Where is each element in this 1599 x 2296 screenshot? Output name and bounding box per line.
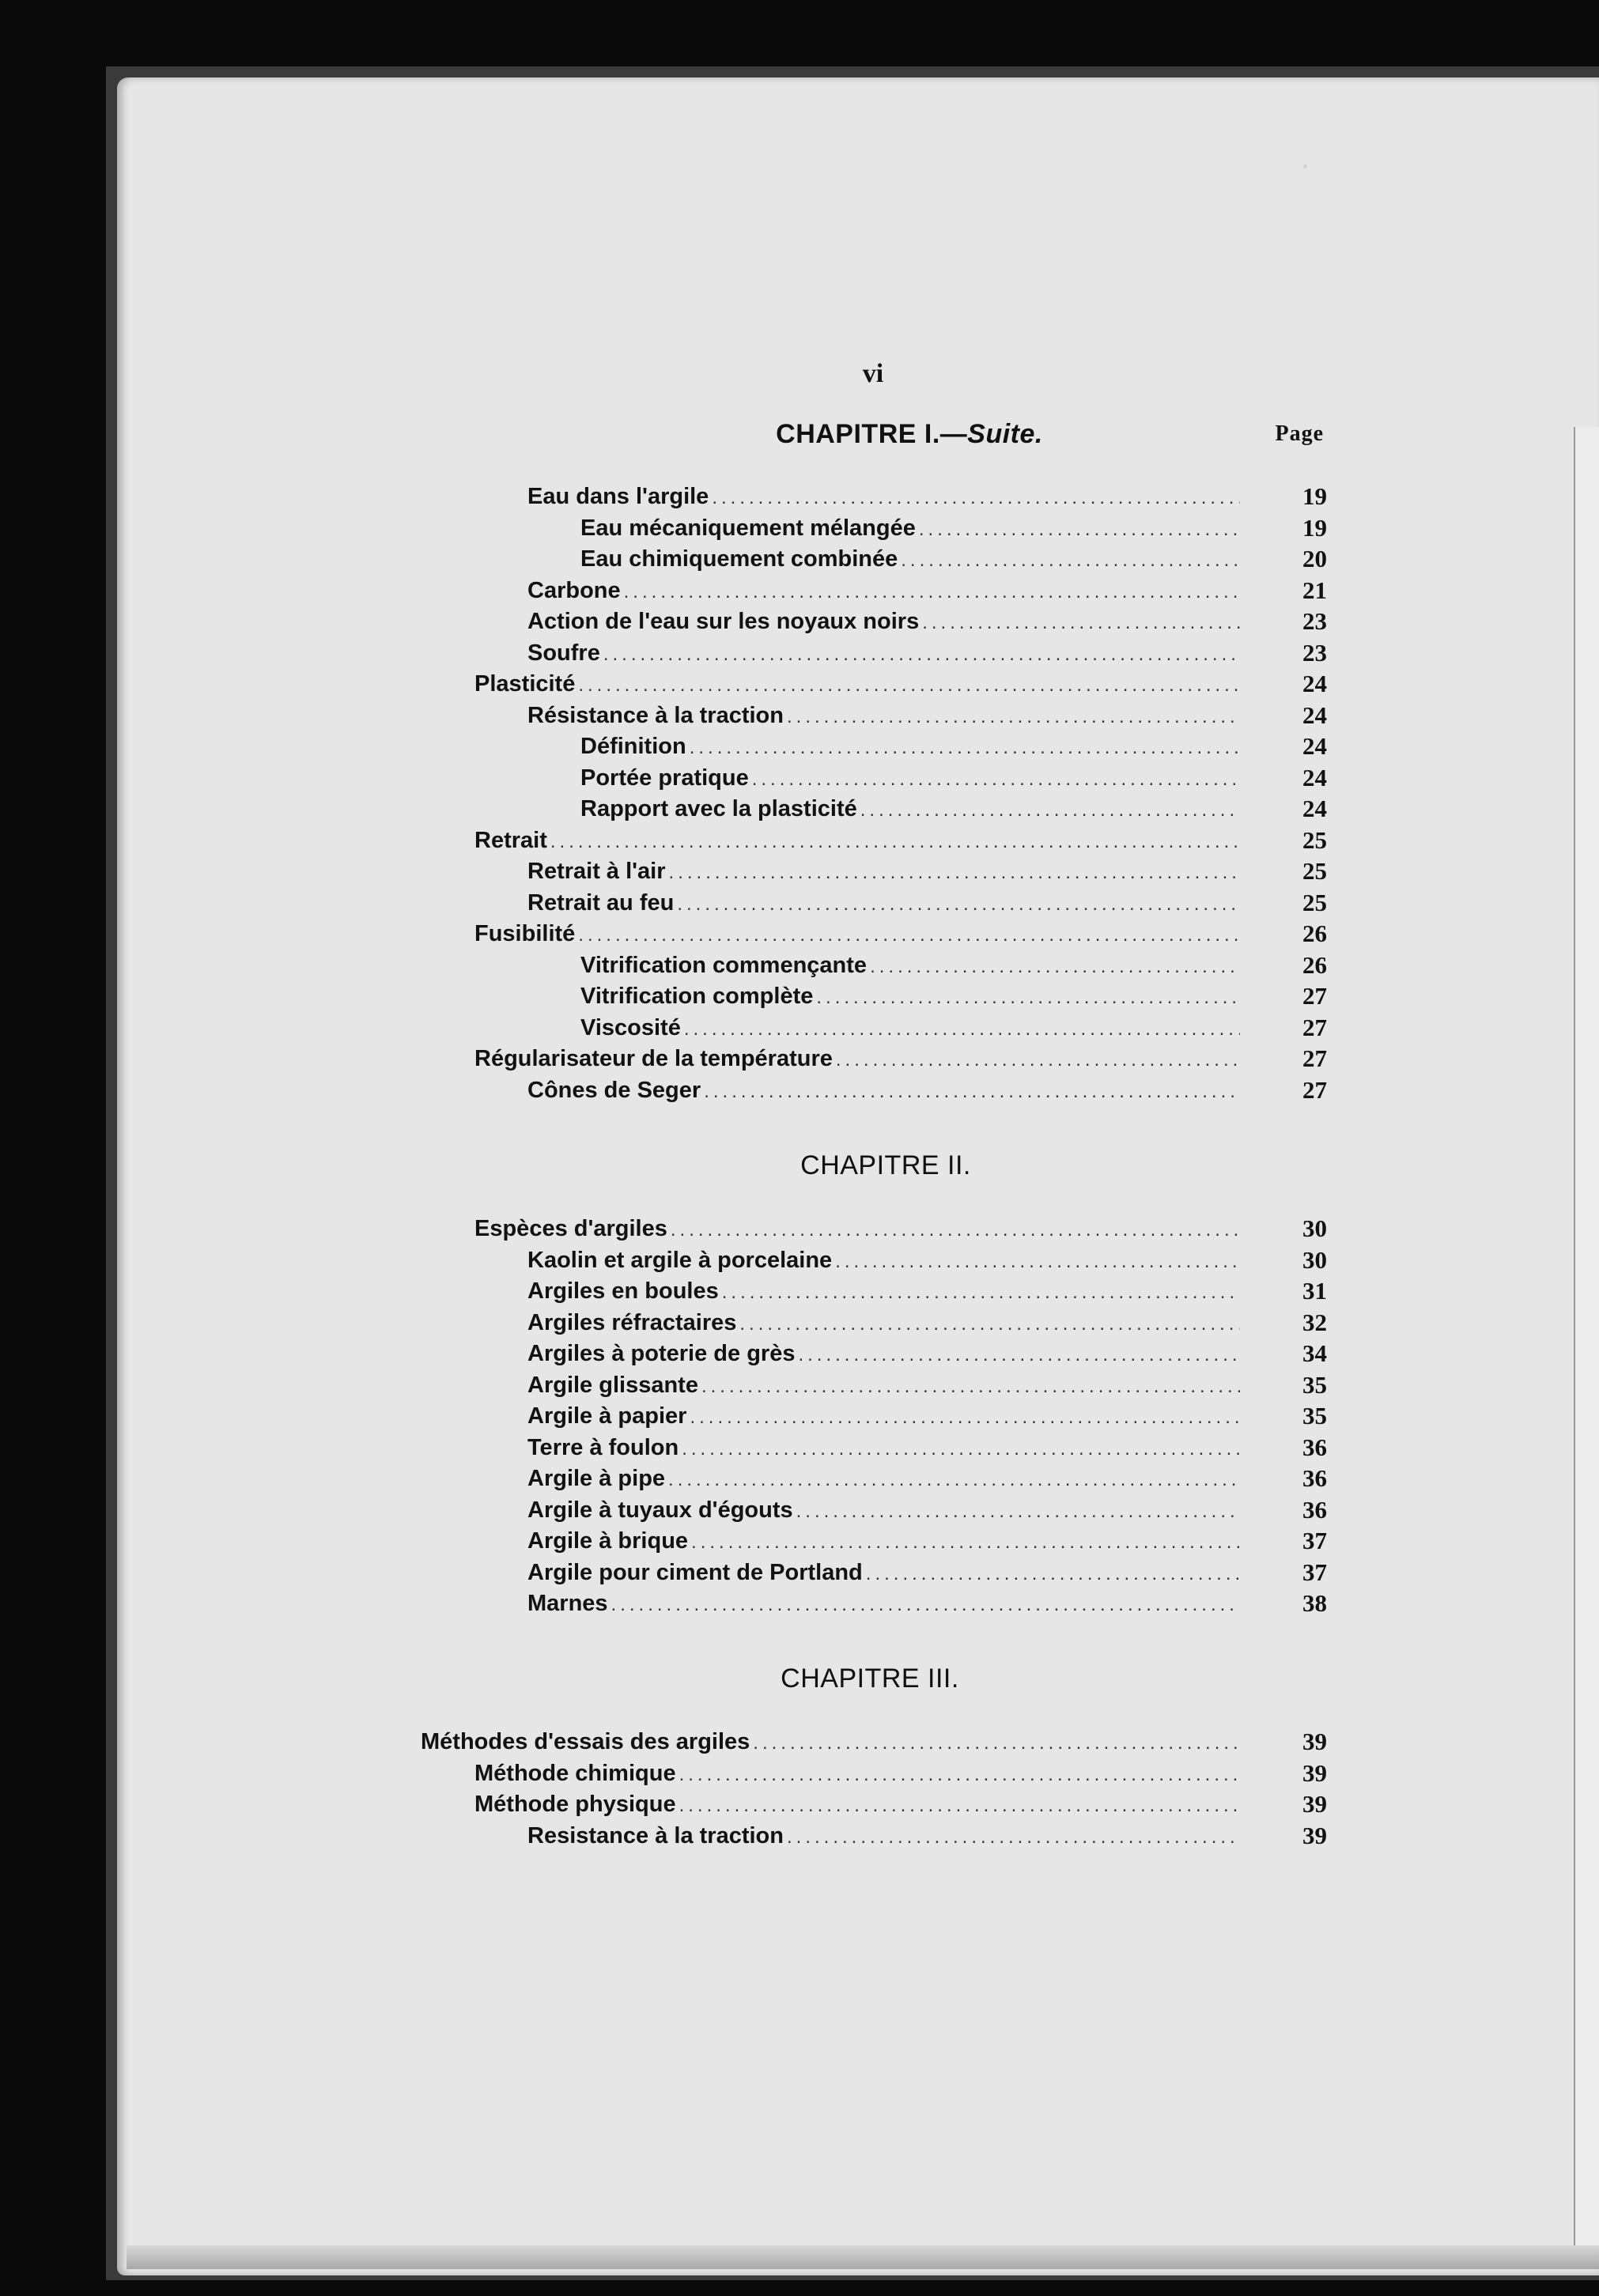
toc-entry-page-number: 24 <box>1302 670 1327 697</box>
toc-entry-label: Espèces d'argiles <box>474 1216 667 1241</box>
toc-entry-page-number: 25 <box>1302 826 1327 854</box>
dot-leader <box>835 1251 1240 1273</box>
toc-entry <box>527 1823 1243 1855</box>
toc-entry <box>527 1497 1243 1529</box>
toc-entry-label: Terre à foulon <box>527 1435 679 1460</box>
dot-leader <box>739 1313 1240 1335</box>
toc-entry <box>527 1560 1243 1592</box>
dot-leader <box>753 1732 1240 1754</box>
dot-leader <box>919 519 1240 541</box>
toc-entry-page-number: 35 <box>1302 1371 1327 1399</box>
toc-entry-label: Argile pour ciment de Portland <box>527 1560 863 1585</box>
toc-entry <box>580 546 1243 578</box>
toc-entry-page-number: 25 <box>1302 857 1327 885</box>
toc-entry-label: Retrait à l'air <box>527 859 666 884</box>
page-bottom-edge <box>127 2245 1599 2269</box>
dot-leader <box>624 581 1240 603</box>
toc-entry <box>527 1278 1243 1310</box>
toc-entry-label: Régularisateur de la température <box>474 1046 833 1071</box>
toc-entry <box>527 1528 1243 1560</box>
chapter-title: CHAPITRE I.— <box>776 419 968 449</box>
toc-entry-page-number: 37 <box>1302 1527 1327 1554</box>
toc-entry <box>527 703 1243 734</box>
dot-leader <box>922 612 1240 634</box>
toc-entry <box>527 1466 1243 1497</box>
dot-leader <box>682 1438 1240 1460</box>
toc-entry-page-number: 37 <box>1302 1558 1327 1586</box>
toc-entry <box>527 859 1243 890</box>
dot-leader <box>691 1531 1240 1554</box>
toc-entry-page-number: 30 <box>1302 1246 1327 1274</box>
toc-entry <box>527 578 1243 610</box>
toc-entry-label: Resistance à la traction <box>527 1823 784 1849</box>
toc-entry-page-number: 27 <box>1302 1014 1327 1041</box>
toc-entry <box>421 1729 1243 1761</box>
toc-entry-label: Définition <box>580 734 686 759</box>
toc-entry <box>527 609 1243 640</box>
toc-entry-label: Argiles réfractaires <box>527 1310 737 1335</box>
toc-entry <box>474 828 1243 859</box>
toc-entry <box>474 1792 1243 1823</box>
dot-leader <box>796 1501 1240 1523</box>
toc-entry <box>580 765 1243 797</box>
toc-entry <box>580 796 1243 828</box>
toc-entry <box>474 1046 1243 1078</box>
toc-entry-page-number: 39 <box>1302 1728 1327 1755</box>
toc-entry-page-number: 20 <box>1302 545 1327 572</box>
toc-entry <box>527 1248 1243 1279</box>
dot-leader <box>668 1469 1240 1491</box>
toc-entry <box>527 1078 1243 1109</box>
dot-leader <box>701 1376 1240 1398</box>
toc-entry-label: Eau dans l'argile <box>527 484 709 509</box>
dot-leader <box>752 768 1240 791</box>
toc-entry-page-number: 27 <box>1302 982 1327 1010</box>
toc-entry <box>527 1591 1243 1622</box>
toc-entry <box>474 671 1243 703</box>
dot-leader <box>578 674 1240 697</box>
toc-entry-page-number: 23 <box>1302 639 1327 667</box>
dot-leader <box>712 487 1240 509</box>
toc-entry-page-number: 30 <box>1302 1214 1327 1242</box>
chapter-heading-2: CHAPITRE II. <box>800 1150 971 1180</box>
toc-entry <box>527 640 1243 672</box>
toc-entry <box>580 1015 1243 1047</box>
dot-leader <box>679 1764 1240 1786</box>
toc-entry-label: Argile à brique <box>527 1528 689 1554</box>
toc-entry-label: Marnes <box>527 1591 608 1616</box>
dot-leader <box>690 1407 1240 1429</box>
toc-entry-page-number: 27 <box>1302 1076 1327 1104</box>
toc-entry <box>580 984 1243 1015</box>
toc-entry-page-number: 19 <box>1302 482 1327 510</box>
toc-entry-page-number: 36 <box>1302 1464 1327 1492</box>
toc-entry-page-number: 26 <box>1302 920 1327 947</box>
toc-entry-label: Viscosité <box>580 1015 681 1040</box>
toc-entry-label: Cônes de Seger <box>527 1078 701 1103</box>
dot-leader <box>669 862 1240 884</box>
toc-entry-page-number: 36 <box>1302 1433 1327 1461</box>
toc-entry-label: Vitrification commençante <box>580 953 868 978</box>
toc-entry-label: Argiles à poterie de grès <box>527 1341 796 1366</box>
dot-leader <box>866 1563 1240 1585</box>
dot-leader <box>722 1282 1240 1304</box>
toc-entry-page-number: 39 <box>1302 1822 1327 1849</box>
toc-entry <box>474 921 1243 953</box>
toc-entry-label: Argile glissante <box>527 1373 698 1398</box>
toc-entry <box>474 1216 1243 1248</box>
toc-entry-page-number: 32 <box>1302 1308 1327 1336</box>
chapter-heading-1 <box>712 419 1107 450</box>
dot-leader <box>787 706 1240 728</box>
dot-leader <box>684 1018 1240 1040</box>
toc-entry <box>580 734 1243 765</box>
dot-leader <box>787 1826 1240 1849</box>
toc-entry-label: Retrait <box>474 828 547 853</box>
toc-entry-label: Méthodes d'essais des argiles <box>421 1729 750 1754</box>
toc-entry-page-number: 36 <box>1302 1496 1327 1524</box>
toc-entry-page-number: 19 <box>1302 514 1327 542</box>
toc-entry-page-number: 25 <box>1302 889 1327 916</box>
toc-entry-page-number: 35 <box>1302 1402 1327 1429</box>
toc-entry-label: Action de l'eau sur les noyaux noirs <box>527 609 920 634</box>
toc-entry <box>527 1403 1243 1435</box>
toc-entry-label: Kaolin et argile à porcelaine <box>527 1248 833 1273</box>
dot-leader <box>816 987 1240 1009</box>
page-column-header: Page <box>1275 421 1324 446</box>
toc-entry-page-number: 26 <box>1302 951 1327 979</box>
dot-leader <box>836 1049 1240 1071</box>
chapter-heading-3: CHAPITRE III. <box>781 1663 959 1694</box>
dot-leader <box>550 831 1240 853</box>
dot-leader <box>603 644 1240 666</box>
toc-entry-label: Résistance à la traction <box>527 703 784 728</box>
dot-leader <box>611 1594 1240 1616</box>
toc-entry-page-number: 24 <box>1302 764 1327 791</box>
dot-leader <box>798 1344 1240 1366</box>
dot-leader <box>704 1081 1240 1103</box>
toc-entry-label: Plasticité <box>474 671 576 697</box>
toc-entry-label: Argile à tuyaux d'égouts <box>527 1497 793 1523</box>
toc-entry-page-number: 21 <box>1302 576 1327 604</box>
facing-page-edge <box>1574 427 1599 2245</box>
toc-entry <box>527 1310 1243 1342</box>
dot-leader <box>677 893 1240 916</box>
dot-leader <box>671 1219 1240 1241</box>
toc-entry-page-number: 39 <box>1302 1790 1327 1818</box>
dot-leader <box>860 799 1240 821</box>
toc-entry-page-number: 24 <box>1302 701 1327 729</box>
toc-entry-page-number: 38 <box>1302 1589 1327 1617</box>
dot-leader <box>578 924 1240 946</box>
toc-entry-label: Argile à pipe <box>527 1466 666 1491</box>
toc-entry-page-number: 34 <box>1302 1339 1327 1367</box>
toc-entry-label: Eau chimiquement combinée <box>580 546 898 572</box>
toc-entry-page-number: 24 <box>1302 732 1327 760</box>
page-number: vi <box>862 359 884 388</box>
toc-entry-label: Rapport avec la plasticité <box>580 796 857 821</box>
dot-leader <box>690 737 1240 759</box>
dot-leader <box>901 549 1240 572</box>
toc-entry <box>527 1373 1243 1404</box>
toc-entry-label: Méthode physique <box>474 1792 676 1817</box>
toc-entry-label: Méthode chimique <box>474 1761 676 1786</box>
toc-entry-label: Soufre <box>527 640 600 666</box>
toc-entry-label: Fusibilité <box>474 921 576 946</box>
toc-entry <box>474 1761 1243 1792</box>
dot-leader <box>679 1795 1240 1817</box>
toc-entry-label: Argile à papier <box>527 1403 687 1429</box>
toc-entry-page-number: 24 <box>1302 795 1327 822</box>
toc-entry-label: Eau mécaniquement mélangée <box>580 515 916 541</box>
dot-leader <box>870 956 1240 978</box>
toc-entry-label: Carbone <box>527 578 621 603</box>
paper-speck <box>1303 164 1307 168</box>
toc-entry-label: Retrait au feu <box>527 890 675 916</box>
toc-entry-label: Portée pratique <box>580 765 749 791</box>
toc-entry <box>527 1435 1243 1467</box>
toc-entry <box>527 1341 1243 1373</box>
chapter-suffix: Suite. <box>967 419 1043 449</box>
toc-entry <box>527 890 1243 922</box>
toc-entry-page-number: 31 <box>1302 1277 1327 1305</box>
toc-entry-page-number: 23 <box>1302 607 1327 635</box>
toc-entry-page-number: 39 <box>1302 1759 1327 1787</box>
toc-entry-page-number: 27 <box>1302 1044 1327 1072</box>
toc-entry <box>580 515 1243 547</box>
toc-entry <box>527 484 1243 515</box>
toc-entry-label: Argiles en boules <box>527 1278 719 1304</box>
toc-entry-label: Vitrification complète <box>580 984 814 1009</box>
toc-entry <box>580 953 1243 984</box>
